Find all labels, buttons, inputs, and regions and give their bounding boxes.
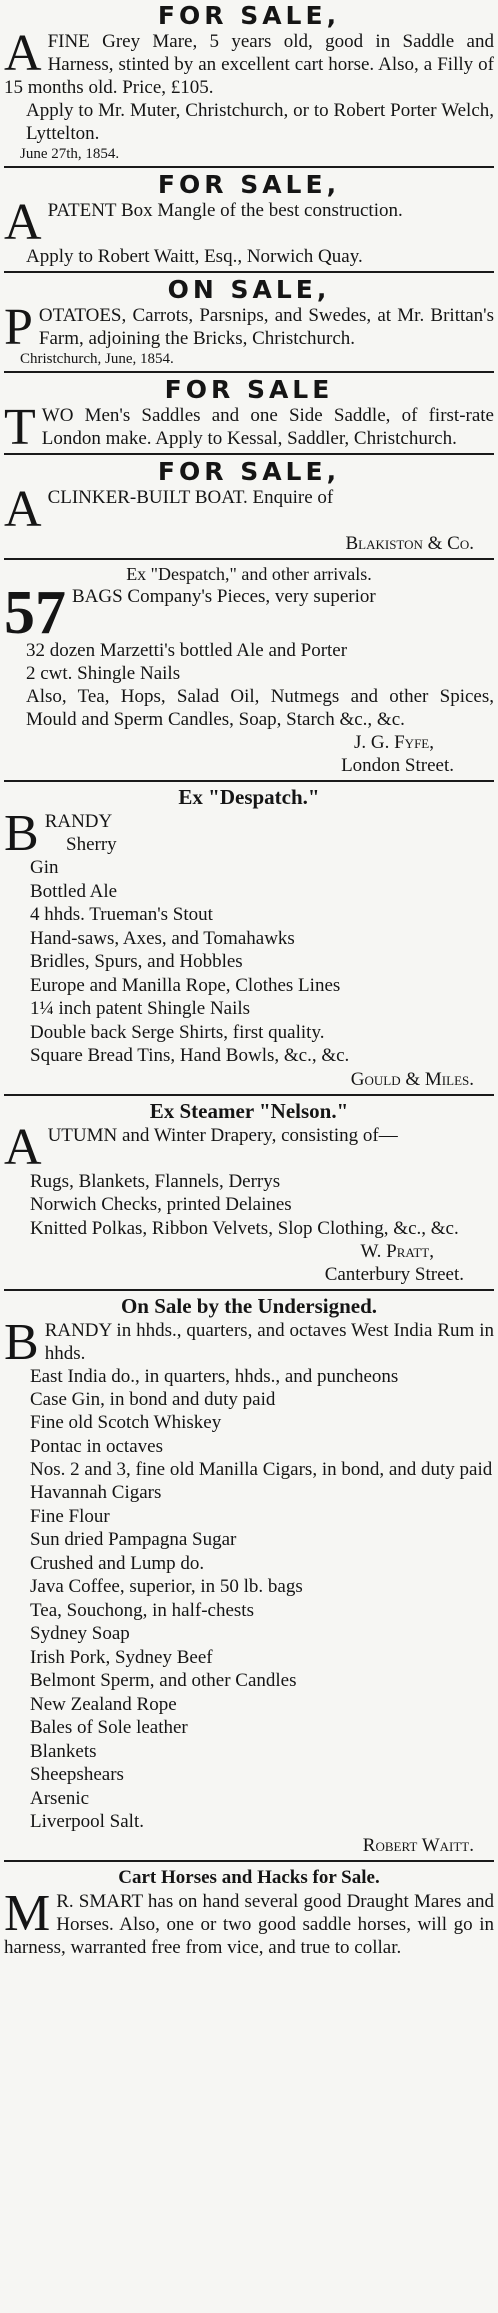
list-item: Belmont Sperm, and other Candles — [30, 1670, 297, 1691]
ad-text: WO Men's Saddles and one Side Saddle, of first-rate London make. Apply to Kessal, Saddler, Christchurch. — [41, 405, 494, 449]
ad-signature-address: Canterbury Street. — [324, 1263, 464, 1285]
ad-text: OTATOES, Carrots, Parsnips, and Swedes, at Mr. Brittan's Farm, adjoining the Bricks, Christchurch. — [38, 305, 494, 349]
list-item: Double back Serge Shirts, first quality. — [30, 1021, 325, 1043]
list-item: Europe and Manilla Rope, Clothes Lines — [30, 974, 341, 996]
list-item: Java Coffee, superior, in 50 lb. bags — [30, 1576, 303, 1597]
list-item: Nos. 2 and 3, fine old Manilla Cigars, in bond, and duty paid — [30, 1459, 493, 1480]
list-item: Sydney Soap — [30, 1623, 130, 1644]
divider — [4, 1860, 494, 1862]
list-item: Norwich Checks, printed Delaines — [30, 1194, 292, 1215]
list-item: Sheepshears — [30, 1764, 124, 1785]
list-item: Irish Pork, Sydney Beef — [30, 1646, 213, 1668]
ad-grey-mare — [4, 2, 494, 163]
ad-heading: FOR SALE, — [157, 1, 341, 30]
divider — [4, 1289, 494, 1291]
list-item: Hand-saws, Axes, and Tomahawks — [30, 927, 295, 949]
drop-capital: M — [4, 1884, 51, 1942]
ad-signature: J. G. Fyfe, — [354, 732, 434, 753]
ad-heading: On Sale by the Undersigned. — [120, 1293, 378, 1318]
divider — [4, 271, 494, 273]
ad-steamer-nelson — [4, 1099, 494, 1286]
divider — [4, 558, 494, 560]
ad-heading: Ex "Despatch." — [178, 785, 320, 809]
ad-signature: W. Pratt, — [360, 1240, 434, 1262]
ad-text: RANDY in hhds., quarters, and octaves West India Rum in hhds. — [44, 1319, 494, 1364]
list-item: Rugs, Blankets, Flannels, Derrys — [30, 1170, 281, 1192]
list-item: New Zealand Rope — [30, 1693, 177, 1715]
ad-date: June 27th, 1854. — [20, 146, 120, 162]
ad-heading: Ex "Despatch," and other arrivals. — [126, 564, 372, 584]
list-item: Havannah Cigars — [30, 1482, 162, 1503]
list-item: Tea, Souchong, in half-chests — [30, 1599, 254, 1621]
ad-signature: Blakiston & Co. — [345, 533, 474, 554]
ad-heading: FOR SALE, — [157, 170, 341, 199]
ad-heading: FOR SALE, — [157, 457, 341, 486]
ad-despatch-arrivals — [4, 563, 494, 777]
drop-capital: P — [4, 299, 33, 356]
ad-undersigned — [4, 1294, 494, 1857]
list-item: 32 dozen Marzetti's bottled Ale and Porter — [26, 640, 348, 661]
list-item: Fine old Scotch Whiskey — [30, 1412, 222, 1433]
ad-despatch-goods — [4, 785, 494, 1091]
ad-text: RANDY — [44, 811, 113, 832]
list-item: Crushed and Lump do. — [30, 1552, 205, 1574]
divider — [4, 780, 494, 782]
ad-heading: ON SALE, — [167, 275, 331, 304]
list-item: Case Gin, in bond and duty paid — [30, 1388, 276, 1410]
list-item: Square Bread Tins, Hand Bowls, &c., &c. — [30, 1045, 350, 1066]
drop-capital: A — [4, 481, 42, 538]
ad-clinker-boat — [4, 458, 494, 555]
drop-capital: T — [4, 399, 36, 456]
ad-heading: Cart Horses and Hacks for Sale. — [118, 1866, 380, 1888]
list-item: Also, Tea, Hops, Salad Oil, Nutmegs and other Spices, Mould and Sperm Candles, Soap, Starch &c., &c. — [26, 686, 494, 730]
ad-potatoes — [4, 276, 494, 368]
drop-capital: B — [4, 805, 39, 862]
drop-capital: A — [4, 194, 42, 251]
drop-capital: 57 — [4, 579, 66, 647]
divider — [4, 371, 494, 373]
ad-apply: Apply to Mr. Muter, Christchurch, or to Robert Porter Welch, Lyttelton. — [26, 100, 494, 144]
list-item: Bottled Ale — [30, 880, 118, 902]
ad-date: Christchurch, June, 1854. — [20, 351, 174, 367]
ad-signature: Gould & Miles. — [350, 1068, 474, 1090]
ad-text: CLINKER-BUILT BOAT. Enquire of — [47, 487, 334, 508]
list-item: Arsenic — [30, 1787, 90, 1809]
ad-heading: Ex Steamer "Nelson." — [149, 1098, 349, 1123]
divider — [4, 453, 494, 455]
newspaper-column — [4, 0, 494, 1959]
ad-text: PATENT Box Mangle of the best construction. — [47, 200, 403, 221]
ad-heading: FOR SALE — [164, 375, 334, 404]
ad-text: UTUMN and Winter Drapery, consisting of— — [47, 1124, 398, 1146]
list-item: Blankets — [30, 1740, 97, 1762]
ad-cart-horses — [4, 1865, 494, 1959]
drop-capital: A — [4, 1118, 42, 1176]
divider — [4, 1094, 494, 1096]
list-item: 1¼ inch patent Shingle Nails — [30, 998, 251, 1019]
ad-box-mangle — [4, 171, 494, 268]
drop-capital: B — [4, 1313, 39, 1371]
list-item: Pontac in octaves — [30, 1435, 163, 1457]
list-item: Fine Flour — [30, 1505, 110, 1527]
divider — [4, 166, 494, 168]
ad-saddles — [4, 375, 494, 456]
list-item: Knitted Polkas, Ribbon Velvets, Slop Clothing, &c., &c. — [30, 1217, 459, 1239]
ad-text: BAGS Company's Pieces, very superior — [72, 586, 376, 607]
drop-capital: A — [4, 25, 42, 82]
ad-apply: Apply to Robert Waitt, Esq., Norwich Quay. — [26, 246, 363, 267]
ad-signature: Robert Waitt. — [362, 1834, 474, 1856]
ad-signature-address: London Street. — [341, 755, 454, 776]
ad-text: R. SMART has on hand several good Draught Mares and Horses. Also, one or two good saddle horses, will go in harness, warranted free from vice, and true to collar. — [4, 1890, 494, 1958]
list-item: 4 hhds. Trueman's Stout — [30, 904, 213, 925]
list-item: Liverpool Salt. — [30, 1811, 144, 1832]
list-item: Bales of Sole leather — [30, 1717, 188, 1738]
list-item: Sun dried Pampagna Sugar — [30, 1529, 237, 1550]
list-item: East India do., in quarters, hhds., and puncheons — [30, 1365, 399, 1387]
list-item: Sherry — [66, 834, 117, 855]
ad-text: FINE Grey Mare, 5 years old, good in Saddle and Harness, stinted by an excellent cart horse. Also, a Filly of 15 months old. Price, £105. — [4, 31, 494, 98]
list-item: 2 cwt. Shingle Nails — [26, 663, 181, 684]
list-item: Gin — [30, 857, 59, 878]
list-item: Bridles, Spurs, and Hobbles — [30, 951, 243, 972]
